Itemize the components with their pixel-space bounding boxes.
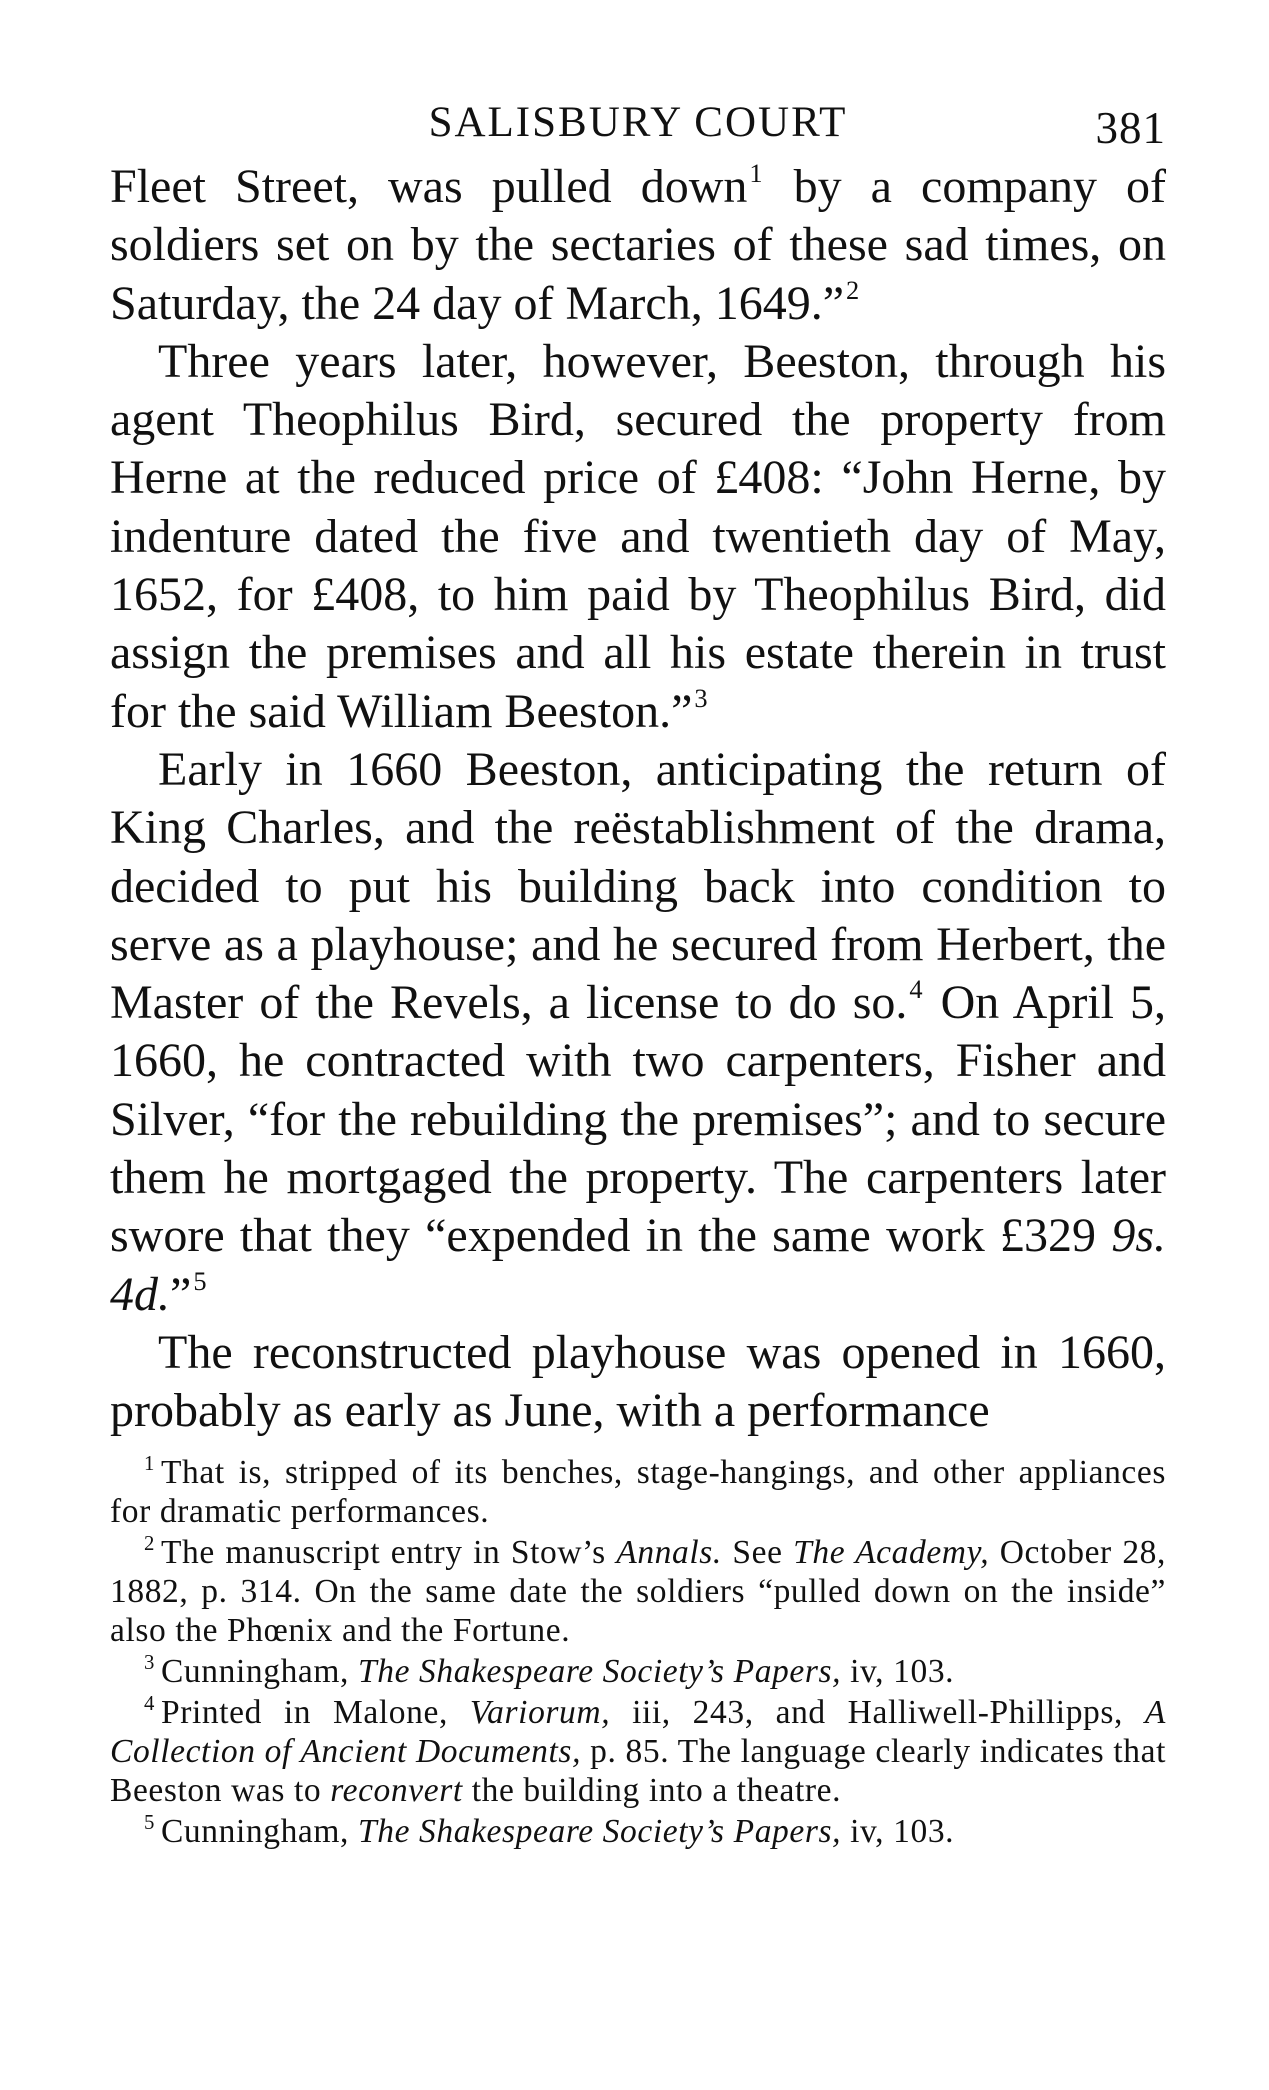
- footnote-ref-5: 5: [193, 1265, 207, 1296]
- paragraph-4: [110, 1324, 1166, 1441]
- paragraph-text: Three years later, however, Beeston, through his agent Theophilus Bird, secured the property from Herne at the reduced price of £408: “John Herne, by indenture dated the five and twentieth day of May, 1652, for £408, to him paid by Theophilus Bird, did assign the premises and all his estate therein in trust for the said William Beeston.”: [110, 334, 1166, 738]
- footnote-mark: 2: [144, 1532, 155, 1556]
- italic-title: Annals.: [616, 1533, 722, 1571]
- footnote-text: The manuscript entry in Stow’s: [160, 1533, 617, 1571]
- paragraph-text: by a company of soldiers set on by the sectaries of these sad times, on Saturday, the 24 day of March, 1649.”: [110, 160, 1166, 330]
- footnote-text: Cunningham,: [160, 1652, 359, 1690]
- footnote-text: Printed in Malone,: [160, 1693, 470, 1731]
- footnote-mark: 4: [144, 1692, 155, 1716]
- footnote-text: iii, 243, and Halliwell-Phillipps,: [610, 1693, 1145, 1731]
- footnote-ref-2: 2: [846, 274, 860, 305]
- footnote-1: [110, 1453, 1166, 1531]
- book-page: [110, 92, 1166, 1853]
- footnote-mark: 3: [144, 1651, 155, 1675]
- footnote-3: [110, 1652, 1166, 1691]
- footnote-4: [110, 1693, 1166, 1810]
- paragraph-text: ”: [170, 1267, 192, 1321]
- page-header: [110, 92, 1166, 158]
- paragraph-text: Fleet Street, was pulled down: [110, 160, 748, 213]
- footnote-ref-3: 3: [694, 682, 708, 713]
- footnote-5: [110, 1812, 1166, 1851]
- running-head: SALISBURY COURT: [428, 99, 848, 146]
- page-number: 381: [1095, 103, 1166, 153]
- footnote-text: See: [721, 1533, 794, 1571]
- footnote-mark: 1: [144, 1452, 155, 1476]
- italic-title: A Collection of Ancient Documents,: [110, 1693, 1166, 1770]
- footnote-text: p. 85. The language clearly indicates that Beeston was to: [110, 1732, 1166, 1809]
- paragraph-3: [110, 741, 1166, 1324]
- paragraph-text: The reconstructed playhouse was opened in 1660, probably as early as June, with a performance: [110, 1325, 1166, 1438]
- footnote-mark: 5: [144, 1811, 155, 1835]
- footnote-text: Cunningham,: [160, 1812, 359, 1850]
- footnote-text: That is, stripped of its benches, stage-hangings, and other appliances for dramatic performances.: [110, 1453, 1166, 1530]
- body-text: [110, 158, 1166, 1441]
- footnote-text: October 28, 1882, p. 314. On the same date the soldiers “pulled down on the inside” also the Phœnix and the Fortune.: [110, 1533, 1167, 1649]
- italic-title: Variorum,: [469, 1693, 611, 1731]
- footnote-text: iv, 103.: [841, 1652, 955, 1690]
- paragraph-2: [110, 333, 1166, 741]
- footnote-2: [110, 1533, 1166, 1650]
- italic-title: The Academy,: [793, 1533, 990, 1571]
- footnote-ref-4: 4: [909, 974, 923, 1005]
- italic-title: The Shakespeare Society’s Papers,: [358, 1652, 842, 1690]
- italic-text: 9s. 4d.: [110, 1209, 1166, 1321]
- italic-text: reconvert: [330, 1771, 463, 1809]
- paragraph-1: [110, 158, 1166, 333]
- footnote-ref-1: 1: [749, 158, 763, 189]
- paragraph-text: Early in 1660 Beeston, anticipating the return of King Charles, and the reëstablishment of the drama, decided to put his building back into condition to serve as a playhouse; and he secured from Herbert, the Master of the Revels, a license to do so.: [110, 742, 1166, 1030]
- footnote-text: iv, 103.: [841, 1812, 955, 1850]
- footnotes: [110, 1453, 1166, 1851]
- italic-title: The Shakespeare Society’s Papers,: [358, 1812, 842, 1850]
- footnote-text: the building into a theatre.: [462, 1771, 842, 1809]
- paragraph-text: On April 5, 1660, he contracted with two carpenters, Fisher and Silver, “for the rebuilding the premises”; and to secure them he mortgaged the property. The carpenters later swore that they “expended in the same work £329: [110, 976, 1166, 1263]
